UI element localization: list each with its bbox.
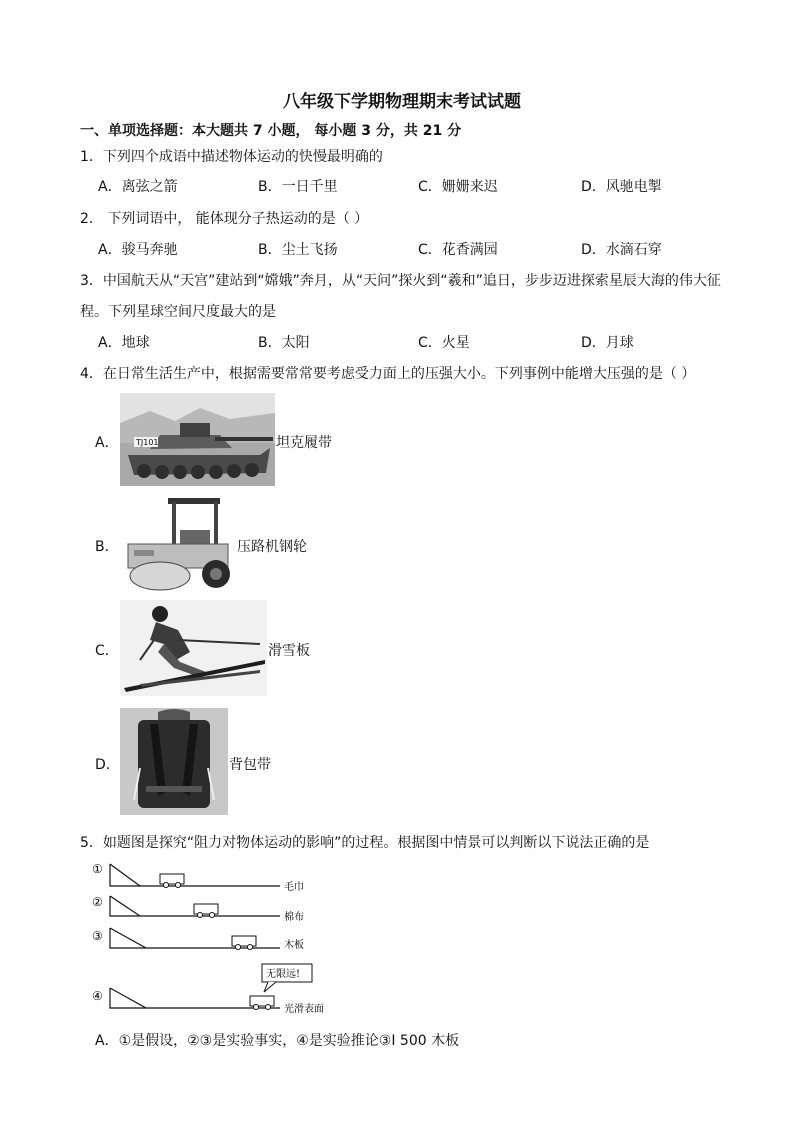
q1-option-d[interactable]: D．风驰电掣 (581, 179, 662, 195)
q5-option-a[interactable]: A．①是假设，②③是实验事实，④是实验推论③I 500 木板 (95, 1033, 460, 1049)
q4-option-d-letter[interactable]: D． (95, 757, 120, 773)
row-2-mark: ② (92, 895, 103, 909)
q2-option-c[interactable]: C．花香满园 (418, 242, 498, 258)
surface-wood-label: 木板 (284, 940, 304, 951)
q4-option-a-label: 坦克履带 (276, 435, 332, 451)
q2-option-b[interactable]: B．尘土飞扬 (258, 242, 338, 258)
question-2-stem: 2． 下列词语中， 能体现分子热运动的是（ ） (80, 211, 369, 227)
q1-option-c[interactable]: C．姗姗来迟 (418, 179, 498, 195)
row-3-mark: ③ (92, 929, 103, 943)
q1-option-b[interactable]: B．一日千里 (258, 179, 338, 195)
q1-option-a[interactable]: A．离弦之箭 (98, 179, 178, 195)
road-roller-photo (120, 494, 235, 594)
page-title: 八年级下学期物理期末考试试题 (283, 92, 521, 112)
row-4-mark: ④ (92, 989, 103, 1003)
tank-number-label: TJ101 (136, 438, 159, 447)
q4-option-c-label: 滑雪板 (268, 643, 310, 659)
q3-option-c[interactable]: C．火星 (418, 335, 470, 351)
q4-option-a-letter[interactable]: A． (95, 435, 119, 451)
q2-option-d[interactable]: D．水滴石穿 (581, 242, 662, 258)
question-5-stem: 5．如题图是探究“阻力对物体运动的影响”的过程。根据图中情景可以判断以下说法正确的是 (80, 835, 650, 851)
surface-towel-label: 毛巾 (284, 882, 304, 893)
surface-cotton-label: 棉布 (284, 912, 304, 923)
friction-experiment-diagram (90, 858, 350, 1018)
backpack-photo (120, 708, 228, 815)
section-heading: 一、单项选择题：本大题共 7 小题， 每小题 3 分，共 21 分 (80, 123, 462, 139)
surface-smooth-label: 光滑表面 (284, 1004, 324, 1015)
skier-photo (120, 600, 267, 696)
row-1-mark: ① (92, 862, 103, 876)
q4-option-b-label: 压路机钢轮 (237, 539, 307, 555)
q3-option-a[interactable]: A．地球 (98, 335, 150, 351)
q4-option-d-label: 背包带 (229, 757, 271, 773)
q4-option-c-letter[interactable]: C． (95, 643, 119, 659)
q3-option-b[interactable]: B．太阳 (258, 335, 310, 351)
question-3-stem-line1: 3．中国航天从“天宫”建站到“嫦娥”奔月，从“天问”探火到“羲和”追日，步步迈进探索星辰大海的伟大征 (80, 273, 721, 289)
question-1-stem: 1．下列四个成语中描述物体运动的快慢最明确的 (80, 149, 383, 165)
question-3-stem-line2: 程。下列星球空间尺度最大的是 (80, 304, 276, 320)
speech-bubble-text: 无限远! (266, 969, 301, 980)
q2-option-a[interactable]: A．骏马奔驰 (98, 242, 178, 258)
tank-photo (120, 393, 275, 486)
q4-option-b-letter[interactable]: B． (95, 539, 119, 555)
q3-option-d[interactable]: D．月球 (581, 335, 634, 351)
question-4-stem: 4．在日常生活生产中，根据需要常常要考虑受力面上的压强大小。下列事例中能增大压强的是（ ） (80, 366, 696, 382)
